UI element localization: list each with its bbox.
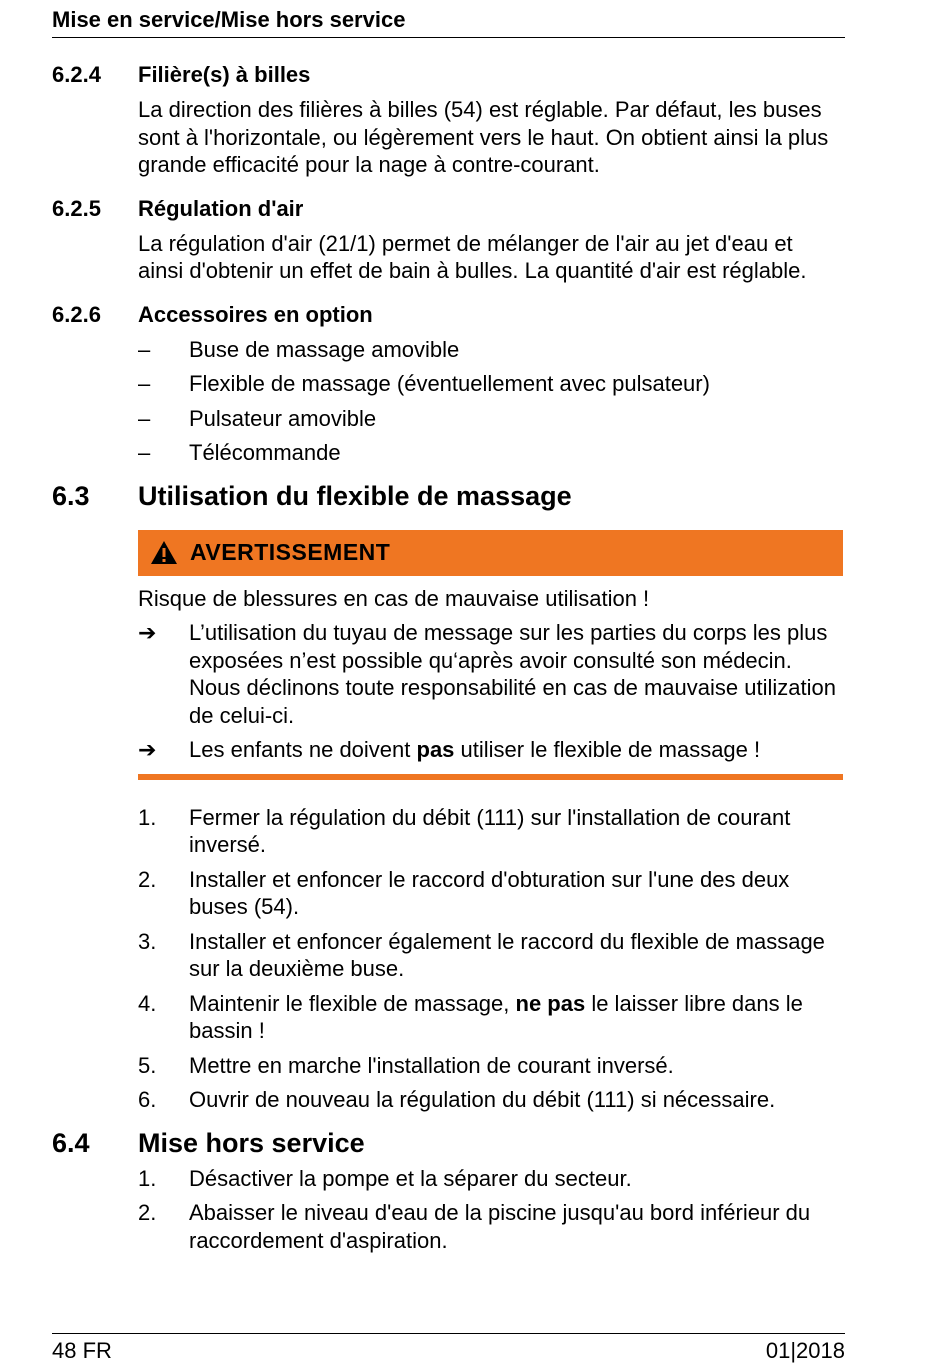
arrow-right-icon: ➔ <box>138 620 157 645</box>
list-item: ➔ L’utilisation du tuyau de message sur les parties du corps les plus exposées n’est possible qu‘après avoir consulté son médecin. Nous déclinons toute responsabilité en cas de mauvaise utilization de celui-ci. <box>138 620 836 728</box>
list-item: – Pulsateur amovible <box>138 405 377 431</box>
list-item: – Flexible de massage (éventuellement avec pulsateur) <box>138 371 710 396</box>
section-number: 6.4 <box>52 1127 90 1158</box>
section-number: 6.2.4 <box>52 62 101 87</box>
section-number: 6.2.6 <box>52 301 101 327</box>
section-heading-6-2-4 <box>52 61 845 89</box>
header-title: Mise en service/Mise hors service <box>52 7 406 32</box>
list-item: – Buse de massage amovible <box>138 336 460 362</box>
section-number: 6.2.5 <box>52 195 101 221</box>
section-heading-6-3 <box>52 479 845 513</box>
section-title: Régulation d'air <box>138 195 304 221</box>
list-item: 1. Fermer la régulation du débit (111) sur l'installation de courant inversé. <box>138 804 791 857</box>
warning-label: AVERTISSEMENT <box>190 539 391 565</box>
list-item: 5. Mettre en marche l'installation de courant inversé. <box>138 1052 674 1078</box>
page-content <box>52 61 845 1254</box>
section-heading-6-2-6 <box>52 301 845 329</box>
warning-instructions <box>138 619 845 764</box>
list-item: 6. Ouvrir de nouveau la régulation du débit (111) si nécessaire. <box>138 1087 776 1112</box>
warning-bottom-rule <box>138 774 843 780</box>
step-number: 2. <box>138 1200 157 1225</box>
step-number: 2. <box>138 866 157 892</box>
warning-banner <box>138 530 843 576</box>
list-item: 2. Installer et enfoncer le raccord d'obturation sur l'une des deux buses (54). <box>138 866 790 919</box>
dash-bullet: – <box>138 336 151 362</box>
section-heading-6-4 <box>52 1126 845 1160</box>
dash-bullet: – <box>138 405 151 431</box>
emphasis: ne pas <box>515 990 586 1016</box>
emphasis: pas <box>416 737 455 762</box>
section-title: Utilisation du flexible de massage <box>138 480 572 511</box>
list-item: ➔ Les enfants ne doivent pas utiliser le flexible de massage ! <box>138 737 761 762</box>
list-item: 4. Maintenir le flexible de massage, ne pas le laisser libre dans le bassin ! <box>138 990 803 1043</box>
step-number: 5. <box>138 1052 157 1078</box>
section-heading-6-2-5 <box>52 195 845 223</box>
section-text-6-2-5: La régulation d'air (21/1) permet de mélanger de l'air au jet d'eau et ainsi d'obtenir un effet de bain à bulles. La quantité d'air est réglable. <box>138 230 807 283</box>
usage-steps <box>138 804 845 1114</box>
step-number: 6. <box>138 1087 157 1112</box>
section-title: Accessoires en option <box>138 301 373 327</box>
dash-bullet: – <box>138 371 151 396</box>
section-title: Mise hors service <box>138 1127 365 1158</box>
step-number: 1. <box>138 1165 157 1191</box>
list-item: 1. Désactiver la pompe et la séparer du secteur. <box>138 1165 632 1191</box>
decommission-steps <box>138 1165 845 1255</box>
section-text-6-2-4: La direction des filières à billes (54) est réglable. Par défaut, les buses sont à l'horizontale, ou légèrement vers le haut. On obtient ainsi la plus grande efficacité pour la nage à contre-courant. <box>138 97 829 177</box>
list-item: 2. Abaisser le niveau d'eau de la piscine jusqu'au bord inférieur du raccordement d'aspiration. <box>138 1200 811 1253</box>
document-date: 01|2018 <box>765 1338 845 1363</box>
dash-bullet: – <box>138 440 151 465</box>
page-number: 48 FR <box>52 1338 112 1363</box>
step-number: 3. <box>138 928 157 954</box>
step-number: 1. <box>138 804 157 830</box>
step-number: 4. <box>138 990 157 1016</box>
page-footer <box>52 1333 845 1364</box>
section-number: 6.3 <box>52 480 90 511</box>
page-header <box>52 7 845 38</box>
warning-triangle-icon <box>150 540 178 565</box>
accessories-list <box>138 336 845 467</box>
section-title: Filière(s) à billes <box>138 62 311 87</box>
list-item: 3. Installer et enfoncer également le raccord du flexible de massage sur la deuxième buse. <box>138 928 825 981</box>
warning-risk-text: Risque de blessures en cas de mauvaise utilisation ! <box>138 585 650 611</box>
list-item: – Télécommande <box>138 440 341 465</box>
arrow-right-icon: ➔ <box>138 737 157 762</box>
